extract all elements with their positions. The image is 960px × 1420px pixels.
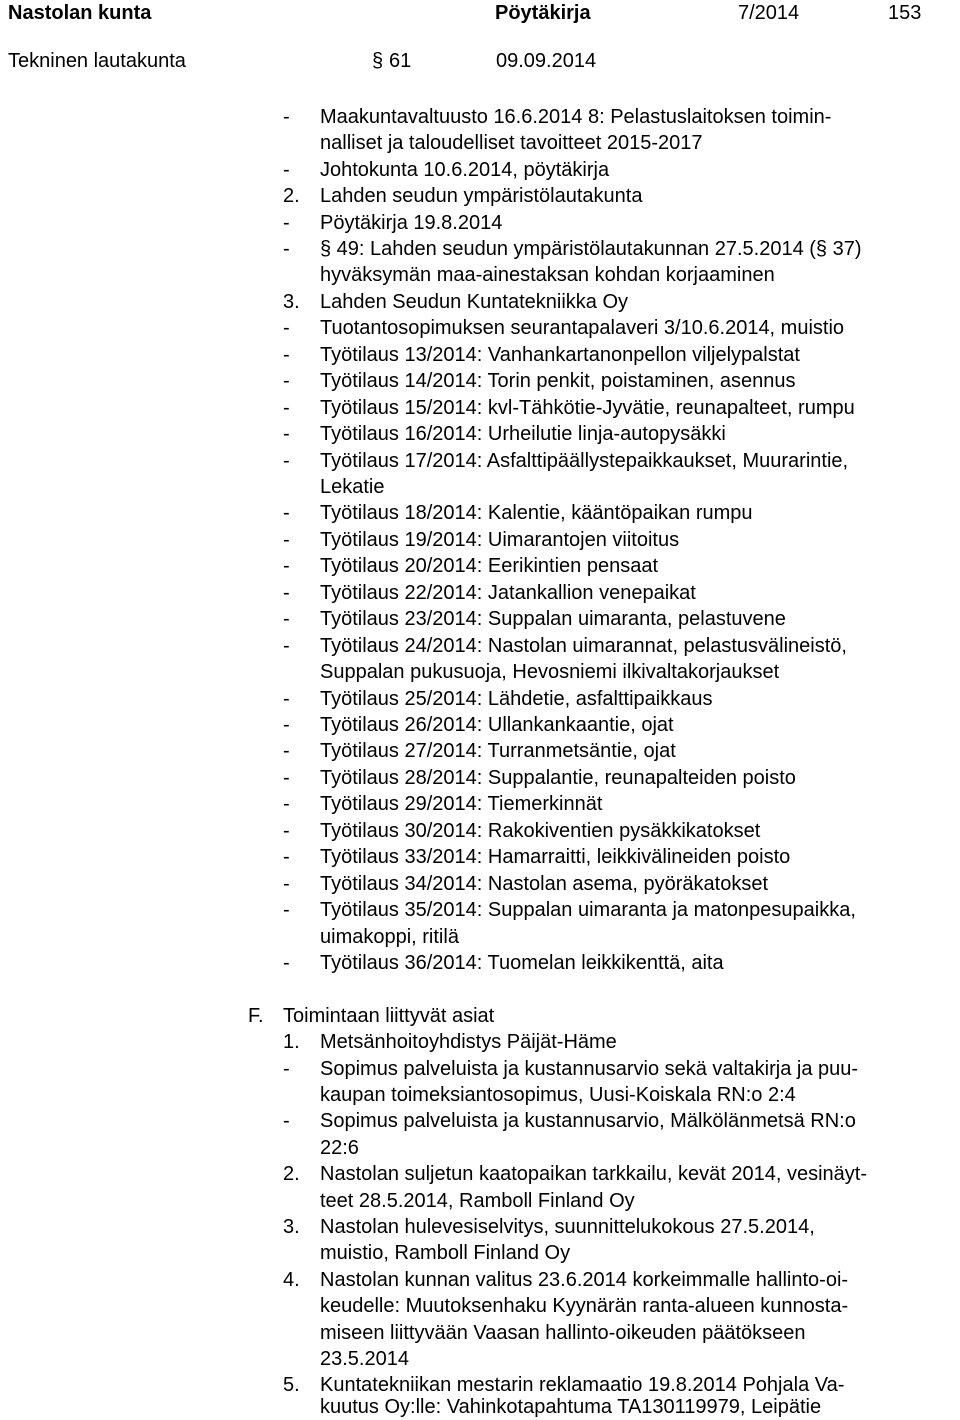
list-marker: -: [283, 873, 290, 895]
list-marker: -: [283, 952, 290, 974]
list-marker: -: [283, 1110, 290, 1132]
list-marker: 3.: [283, 291, 300, 313]
list-item: Työtilaus 29/2014: Tiemerkinnät: [320, 793, 603, 815]
committee-name: Tekninen lautakunta: [8, 50, 186, 72]
list-marker: -: [283, 370, 290, 392]
list-marker: -: [283, 106, 290, 128]
list-marker: 2.: [283, 185, 300, 207]
list-item: Työtilaus 14/2014: Torin penkit, poistaminen, asennus: [320, 370, 796, 392]
municipality-name: Nastolan kunta: [8, 2, 152, 24]
list-item: Työtilaus 24/2014: Nastolan uimarannat, pelastusvälineistö,: [320, 635, 847, 657]
list-marker: -: [283, 555, 290, 577]
list-marker: -: [283, 502, 290, 524]
section-sign: §: [372, 50, 384, 72]
list-item: Sopimus palveluista ja kustannusarvio, Mälkölänmetsä RN:o: [320, 1110, 856, 1132]
list-item: Työtilaus 23/2014: Suppalan uimaranta, pelastuvene: [320, 608, 786, 630]
list-item: Lekatie: [320, 476, 385, 498]
list-marker: -: [283, 767, 290, 789]
list-item: Nastolan hulevesiselvitys, suunnittelukokous 27.5.2014,: [320, 1216, 815, 1238]
list-item: Työtilaus 25/2014: Lähdetie, asfalttipaikkaus: [320, 688, 713, 710]
list-item: uimakoppi, ritilä: [320, 926, 459, 948]
list-item: keudelle: Muutoksenhaku Kyynärän ranta-alueen kunnosta-: [320, 1295, 849, 1317]
section-letter: F.: [248, 1005, 264, 1027]
list-marker: -: [283, 344, 290, 366]
list-marker: -: [283, 397, 290, 419]
list-item: hyväksymän maa-ainestaksan kohdan korjaaminen: [320, 264, 775, 286]
list-item: 22:6: [320, 1137, 359, 1159]
list-item: Työtilaus 33/2014: Hamarraitti, leikkivälineiden poisto: [320, 846, 791, 868]
list-item: Metsänhoitoyhdistys Päijät-Häme: [320, 1031, 617, 1053]
list-marker: 2.: [283, 1163, 300, 1185]
list-item: Pöytäkirja 19.8.2014: [320, 212, 503, 234]
list-marker: -: [283, 212, 290, 234]
list-item: Työtilaus 30/2014: Rakokiventien pysäkkikatokset: [320, 820, 761, 842]
list-item: Työtilaus 20/2014: Eerikintien pensaat: [320, 555, 658, 577]
list-item: Tuotantosopimuksen seurantapalaveri 3/10.6.2014, muistio: [320, 317, 845, 339]
page-number: 153: [888, 2, 922, 24]
list-marker: -: [283, 159, 290, 181]
document-type: Pöytäkirja: [495, 2, 591, 24]
list-item: Työtilaus 36/2014: Tuomelan leikkikenttä, aita: [320, 952, 724, 974]
list-item: Työtilaus 27/2014: Turranmetsäntie, ojat: [320, 740, 676, 762]
list-item: Kuntatekniikan mestarin reklamaatio 19.8.2014 Pohjala Va-: [320, 1374, 845, 1396]
list-item: Työtilaus 26/2014: Ullankankaantie, ojat: [320, 714, 674, 736]
issue-number: 7/2014: [738, 2, 800, 24]
list-marker: -: [283, 317, 290, 339]
list-item: Maakuntavaltuusto 16.6.2014 8: Pelastuslaitoksen toimin-: [320, 106, 832, 128]
list-item: Työtilaus 22/2014: Jatankallion venepaikat: [320, 582, 696, 604]
list-marker: 1.: [283, 1031, 300, 1053]
list-item: Suppalan pukusuoja, Hevosniemi ilkivaltakorjaukset: [320, 661, 780, 683]
list-marker: -: [283, 238, 290, 260]
list-item: Työtilaus 19/2014: Uimarantojen viitoitus: [320, 529, 680, 551]
list-item: § 49: Lahden seudun ympäristölautakunnan 27.5.2014 (§ 37): [320, 238, 862, 260]
list-marker: -: [283, 846, 290, 868]
list-marker: -: [283, 423, 290, 445]
list-marker: 5.: [283, 1374, 300, 1396]
list-marker: 4.: [283, 1269, 300, 1291]
list-item: 23.5.2014: [320, 1348, 409, 1370]
list-marker: -: [283, 714, 290, 736]
list-item: Työtilaus 16/2014: Urheilutie linja-autopysäkki: [320, 423, 726, 445]
list-marker: -: [283, 820, 290, 842]
list-item: Työtilaus 13/2014: Vanhankartanonpellon viljelypalstat: [320, 344, 800, 366]
list-item: Työtilaus 28/2014: Suppalantie, reunapalteiden poisto: [320, 767, 796, 789]
list-marker: -: [283, 608, 290, 630]
list-marker: -: [283, 450, 290, 472]
list-item: Työtilaus 18/2014: Kalentie, kääntöpaikan rumpu: [320, 502, 753, 524]
list-marker: 3.: [283, 1216, 300, 1238]
list-item: muistio, Ramboll Finland Oy: [320, 1242, 571, 1264]
list-item: Johtokunta 10.6.2014, pöytäkirja: [320, 159, 610, 181]
list-item: kaupan toimeksiantosopimus, Uusi-Koiskala RN:o 2:4: [320, 1084, 796, 1106]
list-marker: -: [283, 582, 290, 604]
list-item: nalliset ja taloudelliset tavoitteet 2015-2017: [320, 132, 703, 154]
list-item: Työtilaus 17/2014: Asfalttipäällystepaikkaukset, Muurarintie,: [320, 450, 849, 472]
list-item: Työtilaus 15/2014: kvl-Tähkötie-Jyvätie, reunapalteet, rumpu: [320, 397, 855, 419]
section-heading: Toimintaan liittyvät asiat: [283, 1005, 495, 1027]
list-item: miseen liittyvään Vaasan hallinto-oikeuden päätökseen: [320, 1322, 806, 1344]
list-marker: -: [283, 529, 290, 551]
list-item: kuutus Oy:lle: Vahinkotapahtuma TA130119979, Leipätie: [320, 1396, 822, 1418]
list-item: Lahden Seudun Kuntatekniikka Oy: [320, 291, 628, 313]
list-marker: -: [283, 899, 290, 921]
list-marker: -: [283, 635, 290, 657]
list-marker: -: [283, 793, 290, 815]
list-item: Lahden seudun ympäristölautakunta: [320, 185, 643, 207]
list-item: Nastolan kunnan valitus 23.6.2014 korkeimmalle hallinto-oi-: [320, 1269, 849, 1291]
list-item: Sopimus palveluista ja kustannusarvio sekä valtakirja ja puu-: [320, 1058, 859, 1080]
list-item: Työtilaus 35/2014: Suppalan uimaranta ja matonpesupaikka,: [320, 899, 856, 921]
meeting-date: 09.09.2014: [496, 50, 597, 72]
list-item: Nastolan suljetun kaatopaikan tarkkailu, kevät 2014, vesinäyt-: [320, 1163, 867, 1185]
list-item: Työtilaus 34/2014: Nastolan asema, pyöräkatokset: [320, 873, 769, 895]
list-marker: -: [283, 740, 290, 762]
list-item: teet 28.5.2014, Ramboll Finland Oy: [320, 1190, 635, 1212]
section-number: 61: [389, 50, 412, 72]
list-marker: -: [283, 688, 290, 710]
list-marker: -: [283, 1058, 290, 1080]
